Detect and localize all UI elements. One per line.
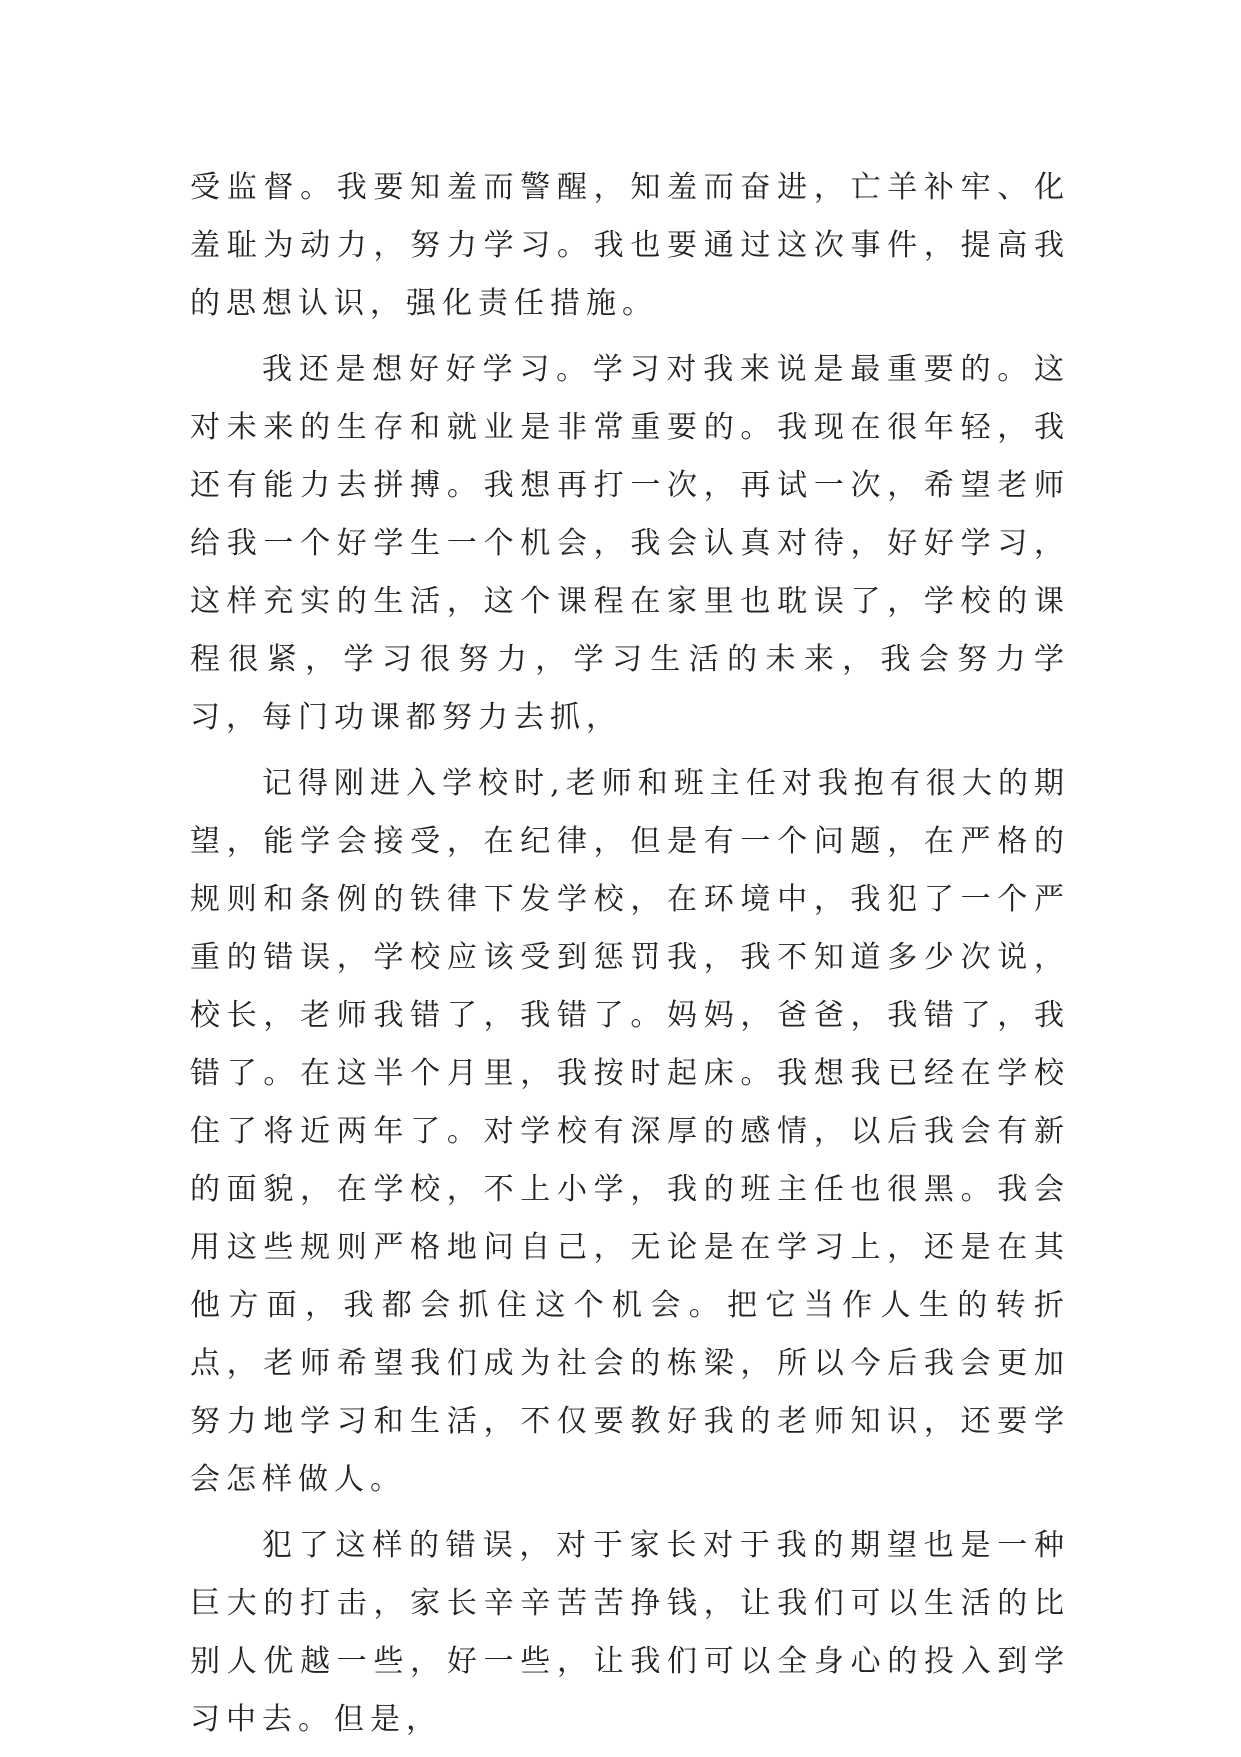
paragraph-3: 记得刚进入学校时,老师和班主任对我抱有很大的期望，能学会接受，在纪律，但是有一个问题，在严格的规则和条例的铁律下发学校，在环境中，我犯了一个严重的错误，学校应该受到惩罚我，我不知道多少次说，校长，老师我错了，我错了。妈妈，爸爸，我错了，我错了。在这半个月里，我按时起床。我想我已经在学校住了将近两年了。对学校有深厚的感情，以后我会有新的面貌，在学校，不上小学，我的班主任也很黑。我会用这些规则严格地问自己，无论是在学习上，还是在其他方面，我都会抓住这个机会。把它当作人生的转折点，老师希望我们成为社会的栋梁，所以今后我会更加努力地学习和生活，不仅要教好我的老师知识，还要学会怎样做人。 xyxy=(190,766,1070,1497)
paragraph-4: 犯了这样的错误，对于家长对于我的期望也是一种巨大的打击，家长辛辛苦苦挣钱，让我们可以生活的比别人优越一些，好一些，让我们可以全身心的投入到学习中去。但是， xyxy=(190,1528,1070,1737)
paragraph-1: 受监督。我要知羞而警醒，知羞而奋进，亡羊补牢、化羞耻为动力，努力学习。我也要通过这次事件，提高我的思想认识，强化责任措施。 xyxy=(190,170,1070,321)
document-body xyxy=(190,159,1070,1757)
paragraph-2: 我还是想好好学习。学习对我来说是最重要的。这对未来的生存和就业是非常重要的。我现在很年轻，我还有能力去拼搏。我想再打一次，再试一次，希望老师给我一个好学生一个机会，我会认真对待，好好学习，这样充实的生活，这个课程在家里也耽误了，学校的课程很紧，学习很努力，学习生活的未来，我会努力学习，每门功课都努力去抓， xyxy=(190,352,1070,735)
